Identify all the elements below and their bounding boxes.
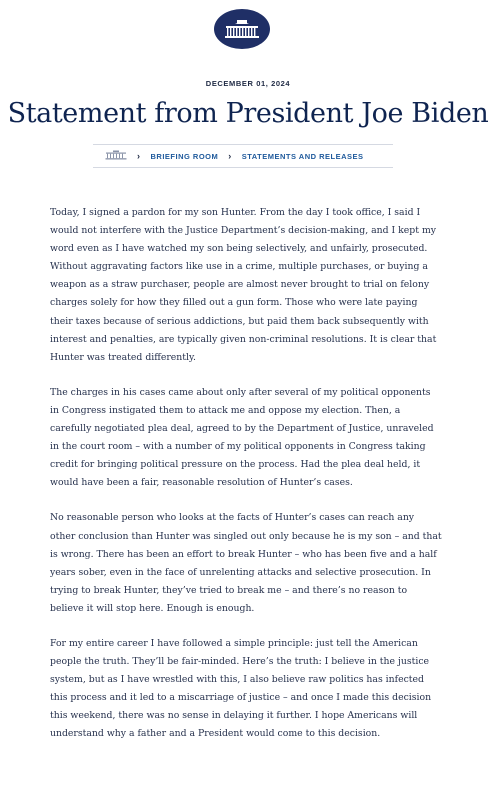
breadcrumb-statements-and-releases[interactable]: STATEMENTS AND RELEASES [241, 151, 364, 161]
white-house-icon [105, 150, 127, 162]
article-paragraph: The charges in his cases came about only after several of my political opponents in Congress instigated them to attack me and oppose my election. Then, a carefully negotiated plea deal, agreed to by the Department of Justice, unraveled in the court room – with a number of my political opponents in Congress taking credit for bringing political pressure on the process. Had the plea deal held, it would have been a fair, reasonable resolution of Hunter’s cases. [50, 386, 434, 489]
breadcrumb-briefing-room[interactable]: BRIEFING ROOM [150, 151, 219, 161]
breadcrumb [93, 144, 393, 168]
article-date: DECEMBER 01, 2024 [205, 79, 291, 88]
breadcrumb-home-link[interactable] [105, 150, 127, 162]
article-paragraph: For my entire career I have followed a simple principle: just tell the American people the truth. They’ll be fair-minded. Here’s the truth: I believe in the justice system, but as I have wrestled with this, I also believe raw politics has infected this process and it led to a miscarriage of justice – and once I made this decision this weekend, there was no sense in delaying it further. I hope Americans will understand why a father and a President would come to this decision. [50, 637, 432, 740]
breadcrumb-separator-icon: › [228, 151, 232, 161]
page-title: Statement from President Joe Biden [7, 98, 489, 129]
white-house-seal-icon [222, 17, 262, 41]
white-house-logo[interactable] [214, 9, 270, 49]
article-paragraph: No reasonable person who looks at the facts of Hunter’s cases can reach any other conclusion than Hunter was singled out only because he is my son – and that is wrong. There has been an effort to break Hunter – who has been five and a half years sober, even in the face of unrelenting attacks and selective prosecution. In trying to break Hunter, they’ve tried to break me – and there’s no reason to believe it will stop here. Enough is enough. [50, 512, 442, 614]
article-paragraph: Today, I signed a pardon for my son Hunter. From the day I took office, I said I would not interfere with the Justice Department’s decision-making, and I kept my word even as I have watched my son being selectively, and unfairly, prosecuted. Without aggravating factors like use in a crime, multiple purchases, or buying a weapon as a straw purchaser, people are almost never brought to trial on felony charges solely for how they filled out a gun form. Those who were late paying their taxes because of serious addictions, but paid them back subsequently with interest and penalties, are typically given non-criminal resolutions. It is clear that Hunter was treated differently. [50, 207, 437, 363]
article-body [50, 204, 442, 761]
breadcrumb-separator-icon: › [137, 151, 141, 161]
